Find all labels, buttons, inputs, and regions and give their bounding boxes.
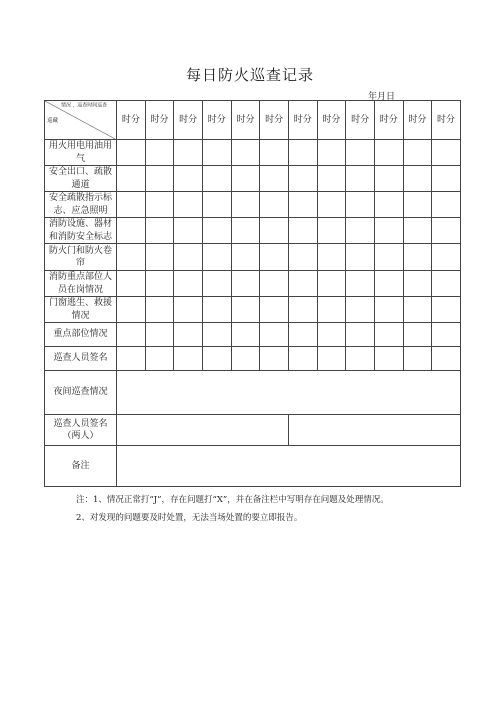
check-cell[interactable] xyxy=(231,166,260,192)
check-cell[interactable] xyxy=(317,271,346,297)
check-cell[interactable] xyxy=(231,347,260,371)
check-cell[interactable] xyxy=(317,192,346,218)
check-cell[interactable] xyxy=(403,218,432,244)
check-cell[interactable] xyxy=(260,297,289,323)
remarks-label: 备注 xyxy=(45,446,117,487)
check-cell[interactable] xyxy=(288,192,317,218)
check-cell[interactable] xyxy=(231,192,260,218)
check-cell[interactable] xyxy=(346,166,375,192)
check-cell[interactable] xyxy=(317,297,346,323)
check-cell[interactable] xyxy=(374,218,403,244)
check-cell[interactable] xyxy=(432,166,461,192)
check-cell[interactable] xyxy=(403,271,432,297)
signature-cell-1[interactable] xyxy=(117,415,289,446)
check-cell[interactable] xyxy=(145,140,174,166)
check-cell[interactable] xyxy=(346,347,375,371)
check-cell[interactable] xyxy=(260,244,289,271)
check-cell[interactable] xyxy=(202,323,231,347)
check-cell[interactable] xyxy=(432,218,461,244)
table-row xyxy=(45,347,461,371)
check-cell[interactable] xyxy=(432,347,461,371)
check-cell[interactable] xyxy=(174,218,203,244)
time-header-cell: 时分 xyxy=(260,101,289,140)
row-label: 防火门和防火卷帘 xyxy=(45,244,117,271)
check-cell[interactable] xyxy=(260,192,289,218)
row-label: 巡查人员签名 xyxy=(45,347,117,371)
header-row xyxy=(45,101,461,140)
night-patrol-cell[interactable] xyxy=(117,371,461,415)
check-cell[interactable] xyxy=(202,192,231,218)
check-cell[interactable] xyxy=(145,244,174,271)
check-cell[interactable] xyxy=(260,166,289,192)
check-cell[interactable] xyxy=(117,244,146,271)
check-cell[interactable] xyxy=(117,140,146,166)
time-header-cell: 时分 xyxy=(117,101,146,140)
check-cell[interactable] xyxy=(174,347,203,371)
page-title: 每日防火巡查记录 xyxy=(185,66,314,84)
table-row xyxy=(45,297,461,323)
check-cell[interactable] xyxy=(374,192,403,218)
table-row xyxy=(45,271,461,297)
check-cell[interactable] xyxy=(202,140,231,166)
check-cell[interactable] xyxy=(317,323,346,347)
note-1: 注：1、情况正常打“J”，存在问题打“X”，并在备注栏中写明存在问题及处理情况。 xyxy=(76,495,389,505)
check-cell[interactable] xyxy=(317,166,346,192)
check-cell[interactable] xyxy=(374,140,403,166)
check-cell[interactable] xyxy=(374,297,403,323)
check-cell[interactable] xyxy=(145,323,174,347)
table-row xyxy=(45,218,461,244)
check-cell[interactable] xyxy=(260,323,289,347)
check-cell[interactable] xyxy=(145,297,174,323)
check-cell[interactable] xyxy=(288,323,317,347)
check-cell[interactable] xyxy=(288,140,317,166)
row-label: 安全出口、疏散通道 xyxy=(45,166,117,192)
check-cell[interactable] xyxy=(403,244,432,271)
check-cell[interactable] xyxy=(432,192,461,218)
check-cell[interactable] xyxy=(117,192,146,218)
check-cell[interactable] xyxy=(231,297,260,323)
remarks-cell[interactable] xyxy=(117,446,461,487)
time-header-cell: 时分 xyxy=(403,101,432,140)
night-sign-label: 巡查人员签名（两人） xyxy=(45,415,117,446)
check-cell[interactable] xyxy=(231,323,260,347)
check-cell[interactable] xyxy=(231,244,260,271)
check-cell[interactable] xyxy=(432,323,461,347)
check-cell[interactable] xyxy=(317,347,346,371)
check-cell[interactable] xyxy=(374,347,403,371)
check-cell[interactable] xyxy=(174,166,203,192)
check-cell[interactable] xyxy=(145,192,174,218)
check-cell[interactable] xyxy=(403,166,432,192)
check-cell[interactable] xyxy=(403,192,432,218)
check-cell[interactable] xyxy=(432,244,461,271)
check-cell[interactable] xyxy=(202,297,231,323)
check-cell[interactable] xyxy=(288,347,317,371)
check-cell[interactable] xyxy=(346,218,375,244)
check-cell[interactable] xyxy=(403,347,432,371)
table-row xyxy=(45,323,461,347)
check-cell[interactable] xyxy=(374,166,403,192)
check-cell[interactable] xyxy=(288,244,317,271)
check-cell[interactable] xyxy=(202,218,231,244)
check-cell[interactable] xyxy=(117,297,146,323)
check-cell[interactable] xyxy=(174,140,203,166)
table-row xyxy=(45,192,461,218)
check-cell[interactable] xyxy=(202,244,231,271)
check-cell[interactable] xyxy=(317,218,346,244)
night-patrol-row xyxy=(45,371,461,415)
time-header-cell: 时分 xyxy=(288,101,317,140)
corner-top-label: 情况 ，巡查时间巡查 xyxy=(61,103,108,109)
time-header-cell: 时分 xyxy=(374,101,403,140)
signature-cell-2[interactable] xyxy=(288,415,460,446)
check-cell[interactable] xyxy=(145,218,174,244)
night-patrol-label: 夜间巡查情况 xyxy=(45,371,117,415)
check-cell[interactable] xyxy=(145,347,174,371)
check-cell[interactable] xyxy=(202,271,231,297)
check-cell[interactable] xyxy=(174,244,203,271)
check-cell[interactable] xyxy=(403,140,432,166)
check-cell[interactable] xyxy=(346,244,375,271)
table-row xyxy=(45,166,461,192)
check-cell[interactable] xyxy=(346,140,375,166)
table-row xyxy=(45,244,461,271)
corner-header-cell xyxy=(45,101,117,140)
check-cell[interactable] xyxy=(174,297,203,323)
check-cell[interactable] xyxy=(117,347,146,371)
row-label: 消防设施、器材和消防安全标志 xyxy=(45,218,117,244)
check-cell[interactable] xyxy=(117,323,146,347)
check-cell[interactable] xyxy=(432,140,461,166)
check-cell[interactable] xyxy=(346,323,375,347)
check-cell[interactable] xyxy=(432,297,461,323)
remarks-row xyxy=(45,446,461,487)
check-cell[interactable] xyxy=(202,166,231,192)
check-cell[interactable] xyxy=(174,323,203,347)
check-cell[interactable] xyxy=(374,271,403,297)
date-label: 年月日 xyxy=(368,92,396,102)
check-cell[interactable] xyxy=(317,244,346,271)
time-header-cell: 时分 xyxy=(174,101,203,140)
check-cell[interactable] xyxy=(174,192,203,218)
row-label: 安全疏散指示标志、应急照明 xyxy=(45,192,117,218)
check-cell[interactable] xyxy=(117,218,146,244)
table-row xyxy=(45,140,461,166)
check-cell[interactable] xyxy=(231,218,260,244)
patrol-record-table xyxy=(44,100,461,487)
check-cell[interactable] xyxy=(346,271,375,297)
check-cell[interactable] xyxy=(288,218,317,244)
check-cell[interactable] xyxy=(288,297,317,323)
check-cell[interactable] xyxy=(260,347,289,371)
time-header-cell: 时分 xyxy=(317,101,346,140)
check-cell[interactable] xyxy=(432,271,461,297)
row-label: 消防重点部位人员在岗情况 xyxy=(45,271,117,297)
check-cell[interactable] xyxy=(174,271,203,297)
check-cell[interactable] xyxy=(346,297,375,323)
check-cell[interactable] xyxy=(346,192,375,218)
check-cell[interactable] xyxy=(145,166,174,192)
check-cell[interactable] xyxy=(260,218,289,244)
time-header-cell: 时分 xyxy=(145,101,174,140)
check-cell[interactable] xyxy=(374,323,403,347)
check-cell[interactable] xyxy=(145,271,174,297)
check-cell[interactable] xyxy=(231,271,260,297)
note-2: 2、对发现的问题要及时处置，无法当场处置的要立即报告。 xyxy=(76,513,303,523)
row-label: 用火用电用油用气 xyxy=(45,140,117,166)
night-sign-row xyxy=(45,415,461,446)
check-cell[interactable] xyxy=(260,140,289,166)
time-header-cell: 时分 xyxy=(432,101,461,140)
time-header-cell: 时分 xyxy=(231,101,260,140)
check-cell[interactable] xyxy=(403,297,432,323)
check-cell[interactable] xyxy=(260,271,289,297)
time-header-cell: 时分 xyxy=(346,101,375,140)
time-header-cell: 时分 xyxy=(202,101,231,140)
check-cell[interactable] xyxy=(288,271,317,297)
check-cell[interactable] xyxy=(117,166,146,192)
check-cell[interactable] xyxy=(117,271,146,297)
footnotes xyxy=(76,491,389,527)
check-cell[interactable] xyxy=(288,166,317,192)
corner-bottom-label: 巡藏 xyxy=(47,118,59,124)
row-label: 重点部位情况 xyxy=(45,323,117,347)
row-label: 门窗逃生、救援情况 xyxy=(45,297,117,323)
check-cell[interactable] xyxy=(231,140,260,166)
check-cell[interactable] xyxy=(202,347,231,371)
check-cell[interactable] xyxy=(403,323,432,347)
check-cell[interactable] xyxy=(374,244,403,271)
check-cell[interactable] xyxy=(317,140,346,166)
